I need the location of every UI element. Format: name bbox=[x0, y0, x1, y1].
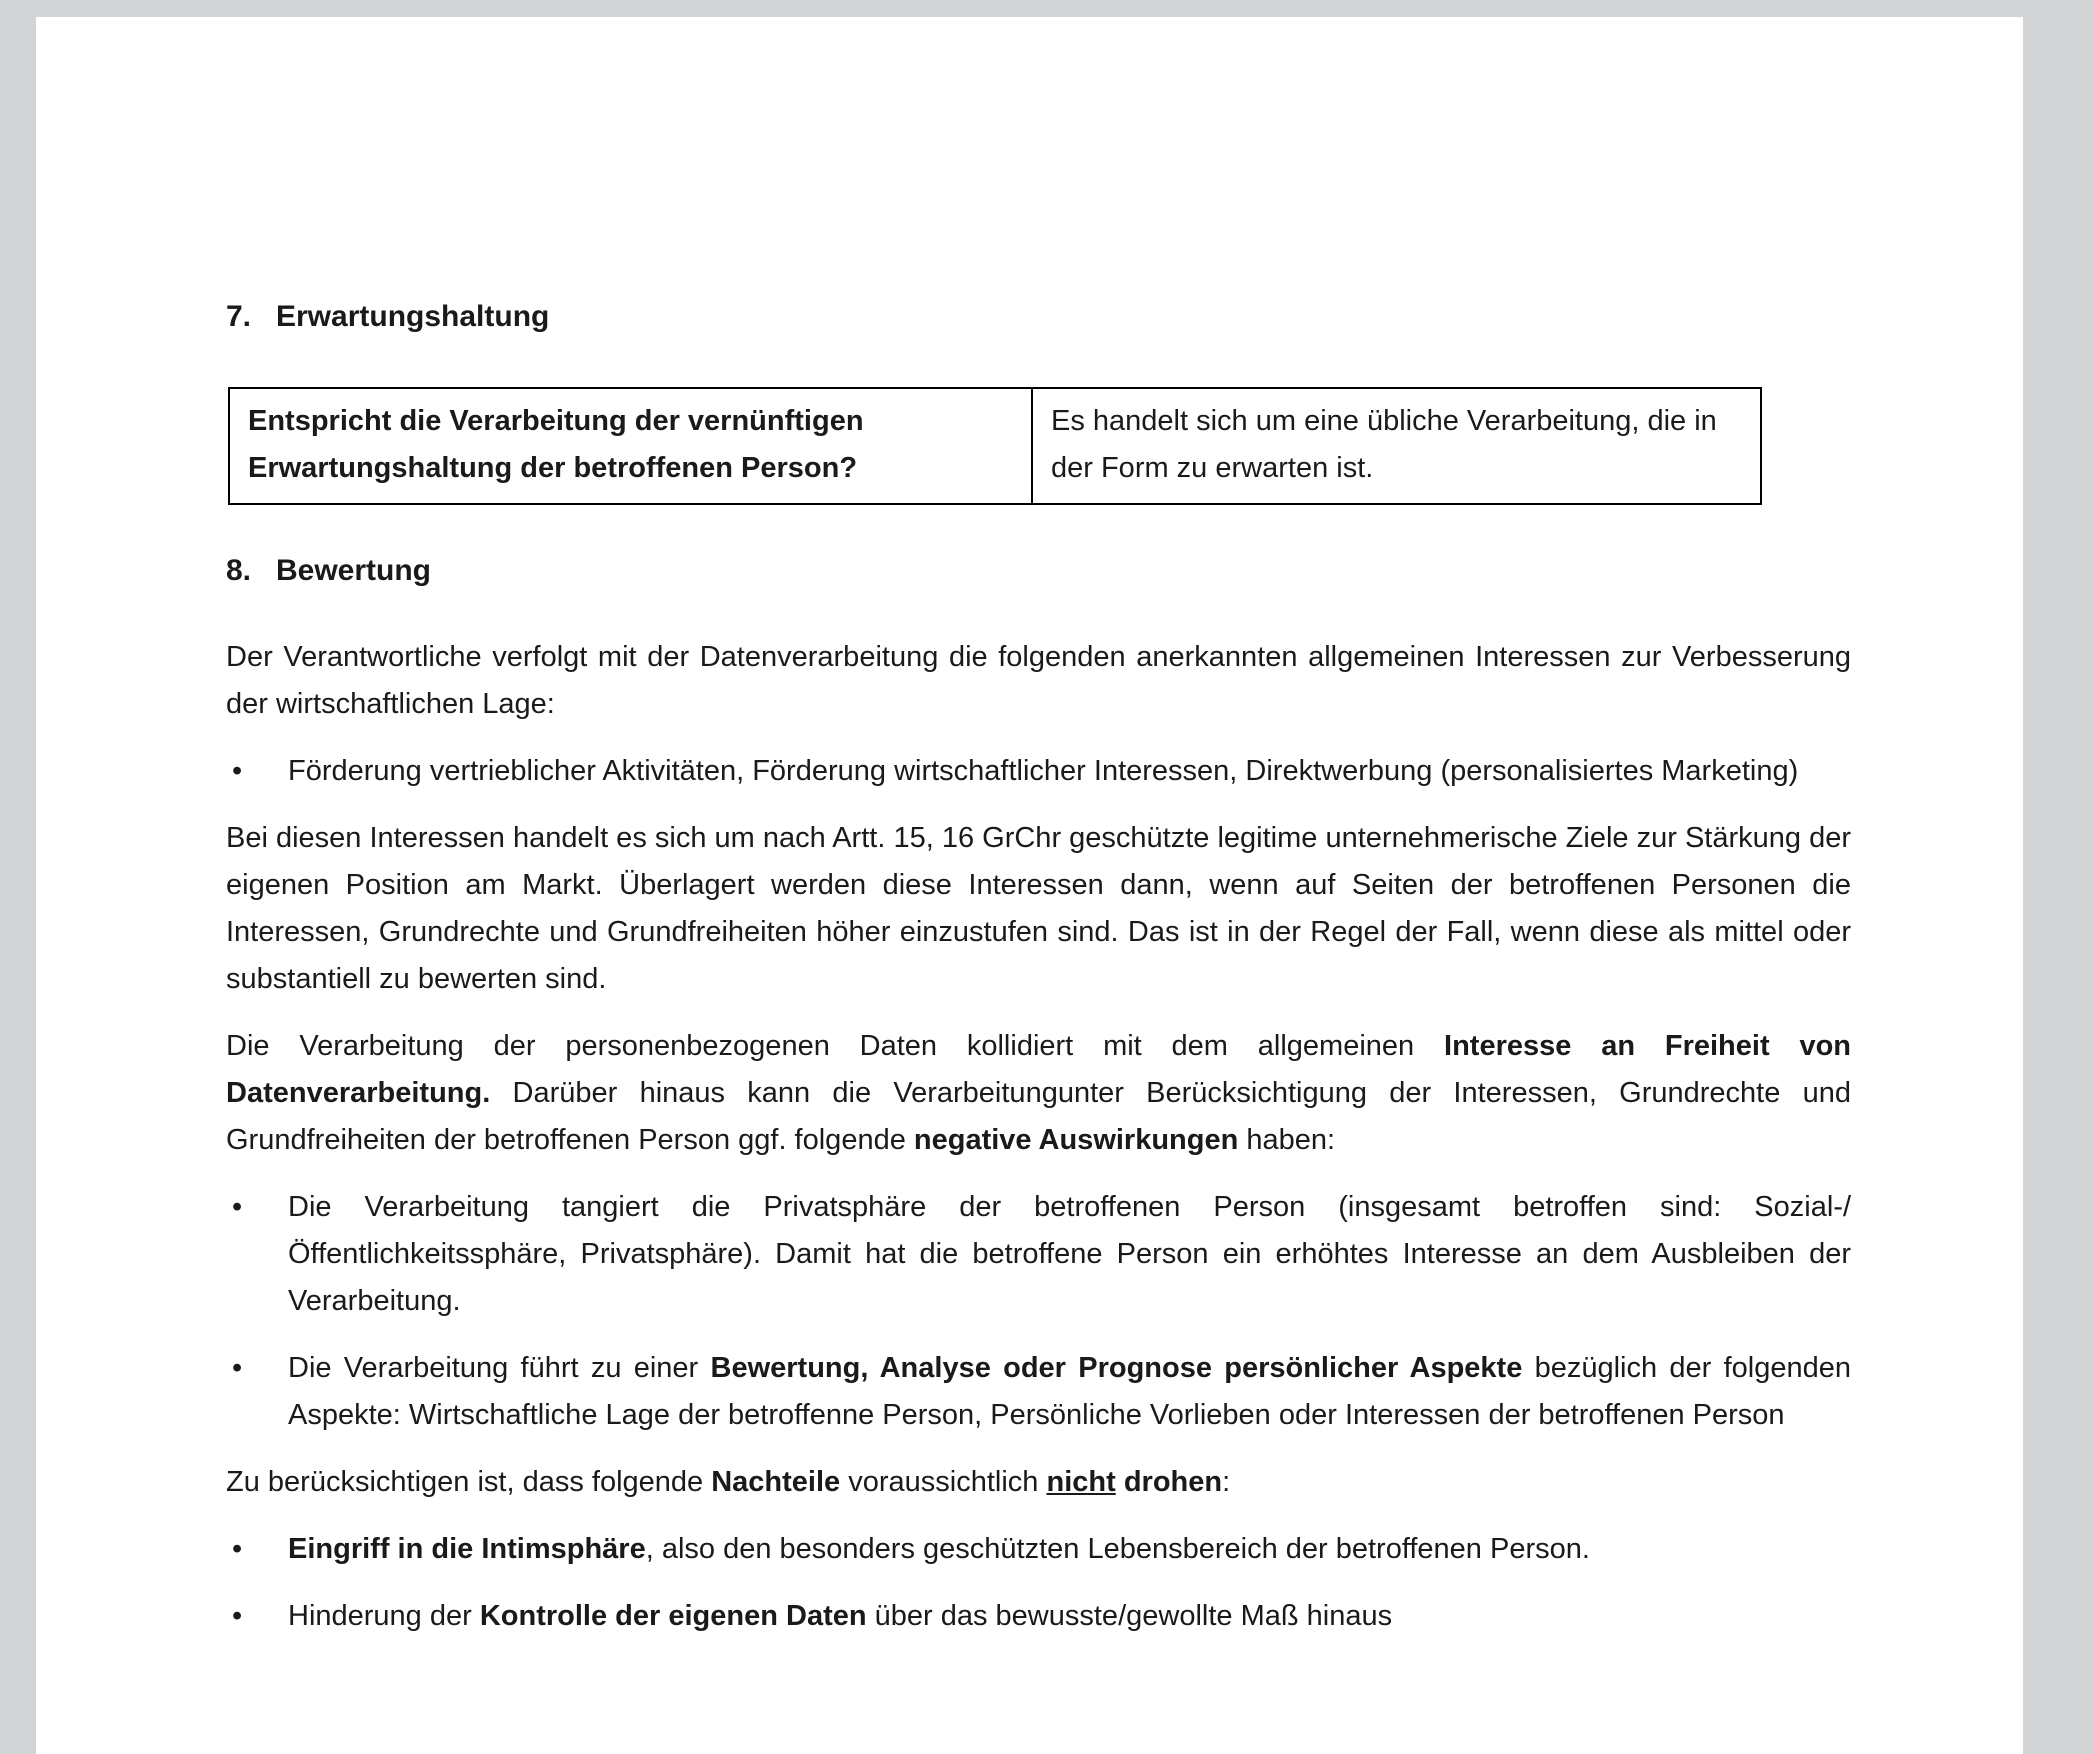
expectation-answer-cell: Es handelt sich um eine übliche Verarbeitung, die in der Form zu erwarten ist. bbox=[1032, 388, 1761, 504]
bullet-icon: • bbox=[232, 1533, 243, 1565]
section-8-number: 8. bbox=[226, 554, 252, 587]
bullet-icon: • bbox=[232, 1600, 243, 1632]
paragraph-nachteile-intro: Zu berücksichtigen ist, dass folgende Nachteile voraussichtlich nicht drohen: bbox=[226, 1466, 1231, 1498]
expectation-question-cell: Entspricht die Verarbeitung der vernünftigen Erwartungshaltung der betroffenen Person? bbox=[229, 388, 1032, 504]
list-item-profiling-impact bbox=[226, 1345, 1851, 1439]
list-item-text: Die Verarbeitung tangiert die Privatsphäre der betroffenen Person (insgesamt betroffen sind: Sozial-/Öffentlichkeitssphäre, Privatsphäre). Damit hat die betroffene Person ein erhöhtes Interesse an dem Ausbleiben der Verarbeitung. bbox=[288, 1191, 1851, 1317]
page-content bbox=[36, 17, 2023, 1640]
section-7-title: Erwartungshaltung bbox=[276, 300, 550, 333]
section-8-heading bbox=[226, 551, 1851, 591]
expectation-table bbox=[228, 387, 1762, 505]
paragraph-legal-basis: Bei diesen Interessen handelt es sich um nach Artt. 15, 16 GrChr geschützte legitime unternehmerische Ziele zur Stärkung der eigenen Position am Markt. Überlagert werden diese Interessen dann, wenn auf Seiten der betroffenen Personen die Interessen, Grundrechte und Grundfreiheiten höher einzustufen sind. Das ist in der Regel der Fall, wenn diese als mittel oder substantiell zu bewerten sind. bbox=[226, 822, 1851, 995]
section-7-heading bbox=[226, 297, 1851, 337]
section-7-number: 7. bbox=[226, 300, 252, 333]
list-item-text: Förderung vertrieblicher Aktivitäten, Förderung wirtschaftlicher Interessen, Direktwerbung (personalisiertes Marketing) bbox=[288, 755, 1799, 787]
list-item-kontrolle bbox=[226, 1593, 1851, 1640]
bullet-icon: • bbox=[232, 1191, 243, 1223]
list-item-privacy-impact bbox=[226, 1184, 1851, 1325]
paragraph-collision: Die Verarbeitung der personenbezogenen Daten kollidiert mit dem allgemeinen Interesse an Freiheit von Datenverarbeitung. Darüber hinaus kann die Verarbeitungunter Berücksichtigung der Interessen, Grundrechte und Grundfreiheiten der betroffenen Person ggf. folgende negative Auswirkungen haben: bbox=[226, 1030, 1851, 1156]
section-8-title: Bewertung bbox=[276, 554, 432, 587]
list-item-interest bbox=[226, 748, 1851, 795]
document-page bbox=[36, 17, 2023, 1754]
paragraph-interests-intro: Der Verantwortliche verfolgt mit der Datenverarbeitung die folgenden anerkannten allgemeinen Interessen zur Verbesserung der wirtschaftlichen Lage: bbox=[226, 641, 1851, 720]
table-row bbox=[229, 388, 1761, 504]
list-item-text: Eingriff in die Intimsphäre, also den besonders geschützten Lebensbereich der betroffenen Person. bbox=[288, 1533, 1590, 1565]
bullet-icon: • bbox=[232, 1352, 243, 1384]
list-item-intimsphaere bbox=[226, 1526, 1851, 1573]
list-item-text: Die Verarbeitung führt zu einer Bewertung, Analyse oder Prognose persönlicher Aspekte bezüglich der folgenden Aspekte: Wirtschaftliche Lage der betroffenne Person, Persönliche Vorlieben oder Interessen der betroffenen Person bbox=[288, 1352, 1851, 1431]
bullet-icon: • bbox=[232, 755, 243, 787]
list-item-text: Hinderung der Kontrolle der eigenen Daten über das bewusste/gewollte Maß hinaus bbox=[288, 1600, 1393, 1632]
